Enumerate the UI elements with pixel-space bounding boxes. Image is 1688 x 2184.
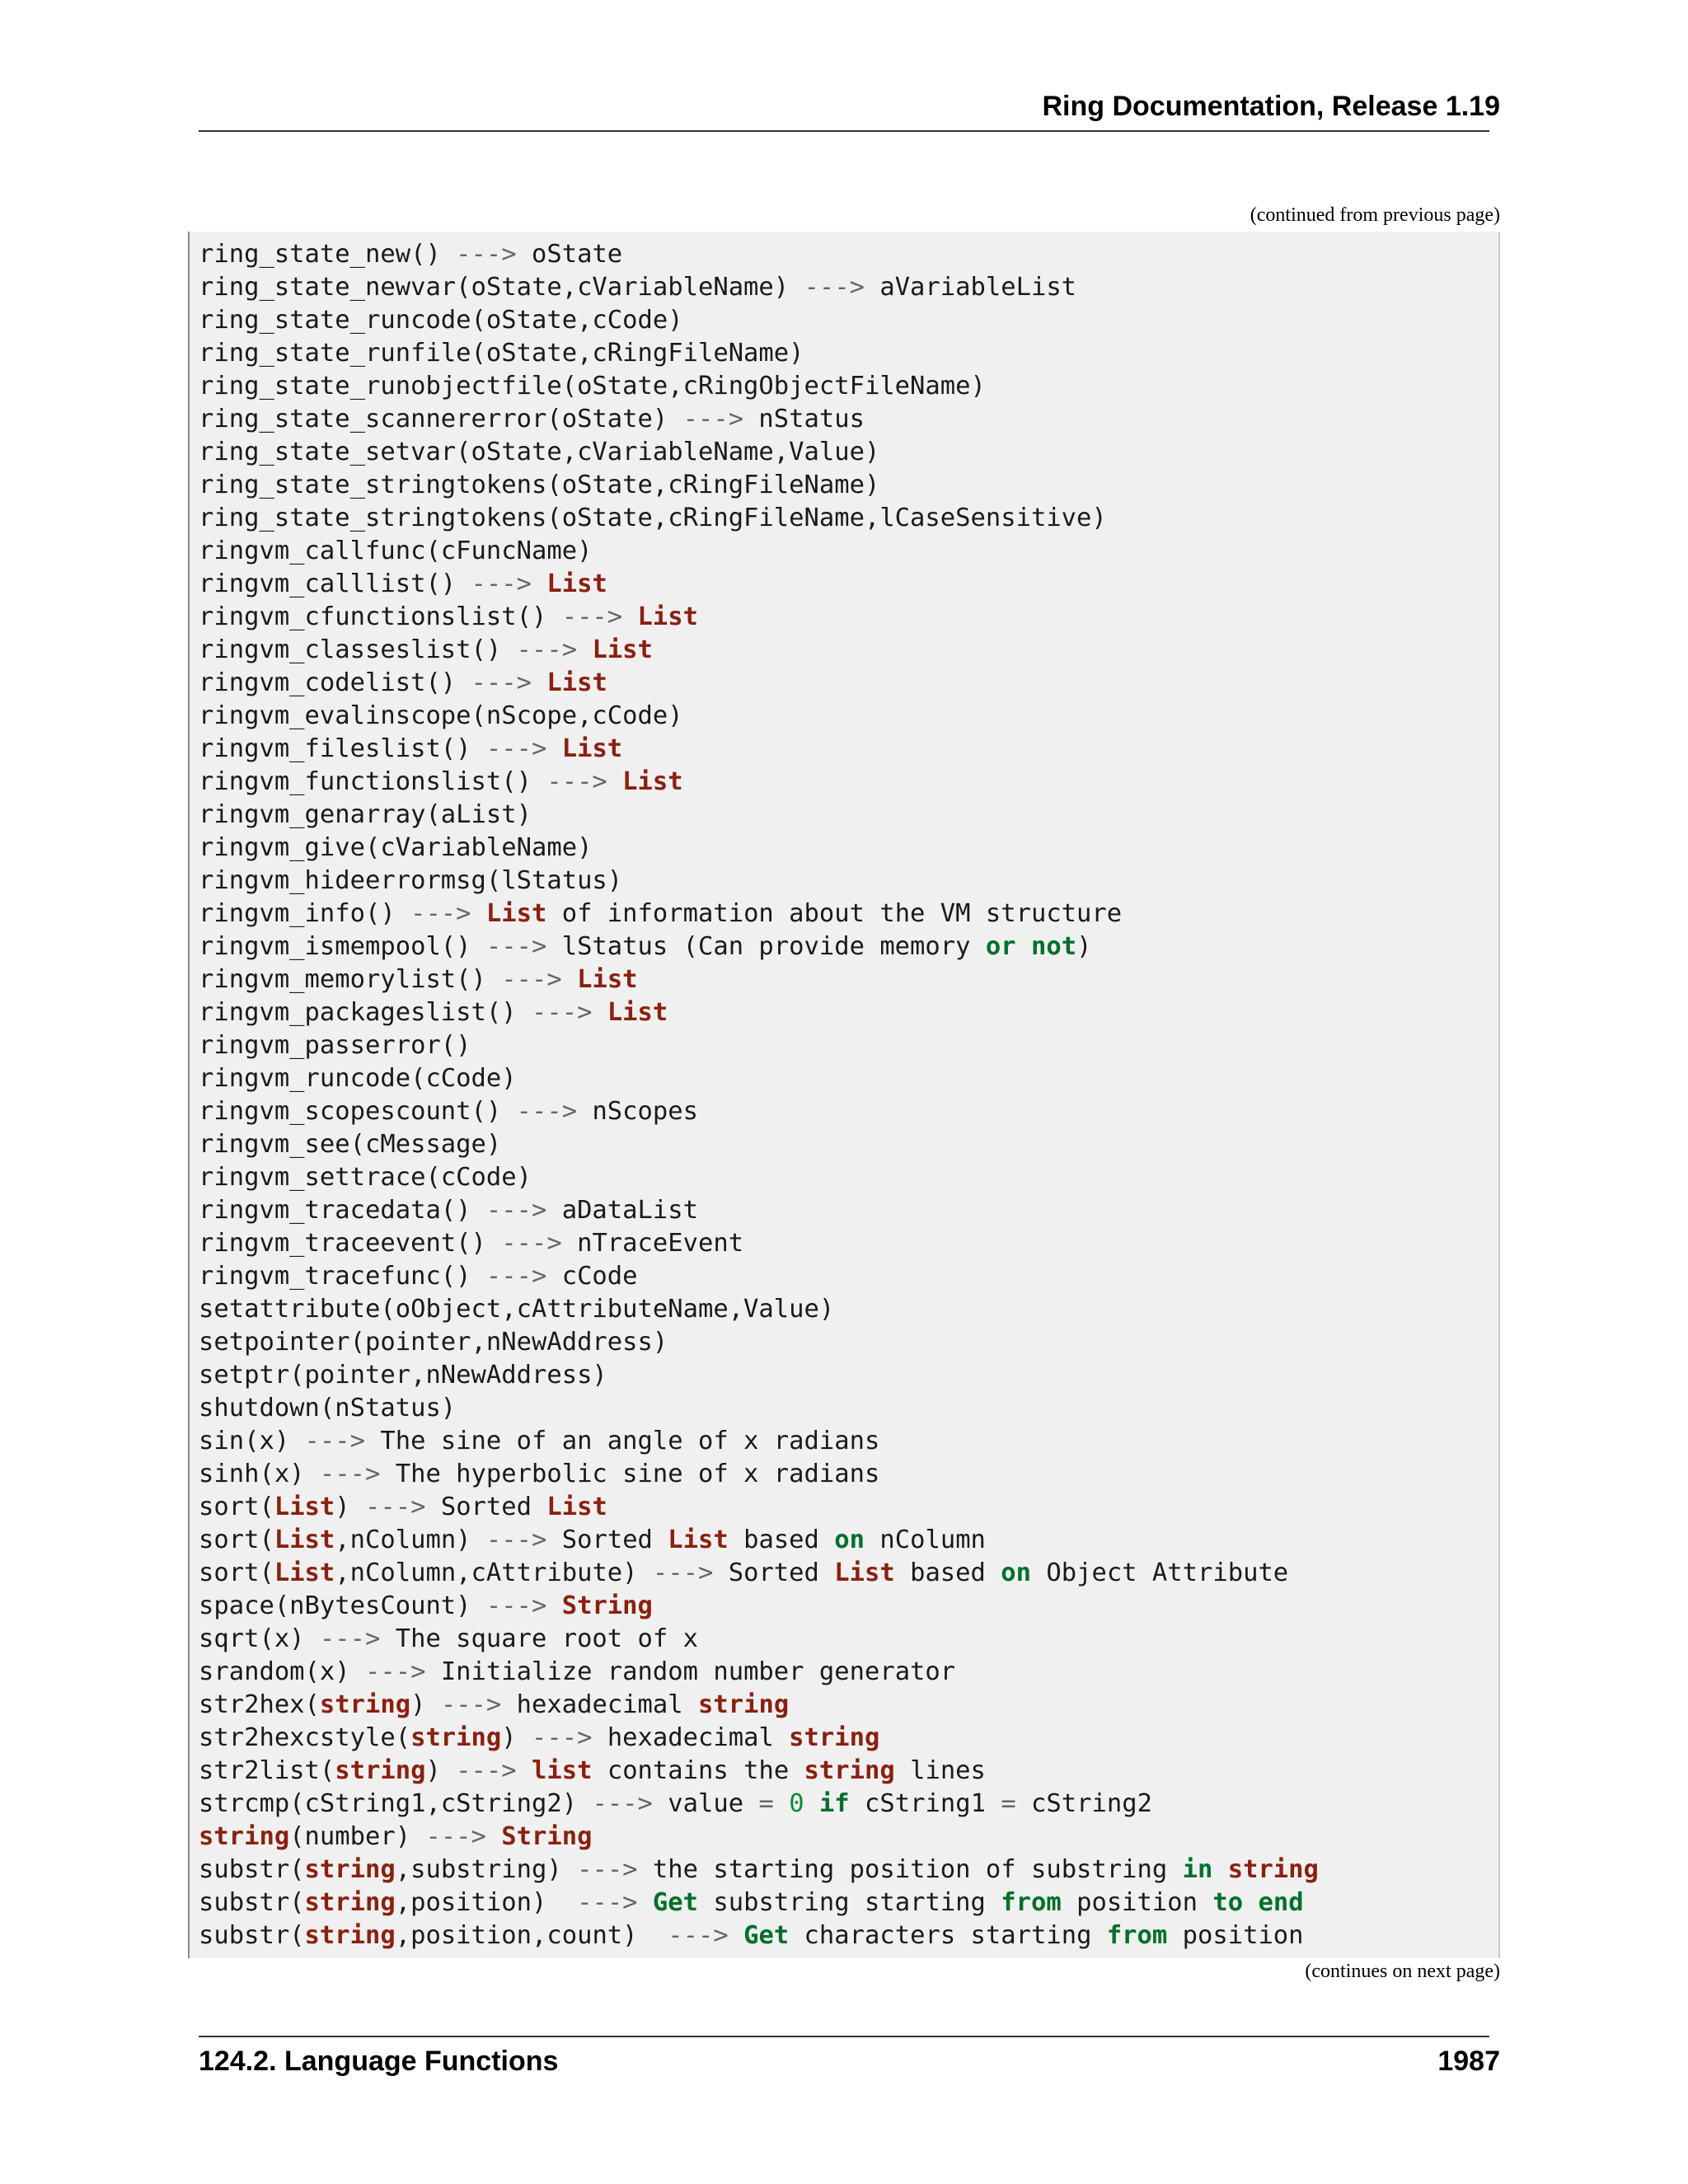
code-line: [199, 1359, 1319, 1392]
code-text: ringvm_classeslist(): [199, 635, 517, 664]
code-text: ringvm_packageslist(): [199, 998, 532, 1027]
code-operator: --->: [319, 1624, 381, 1653]
code-text: ring_state_newvar(oState,cVariableName): [199, 273, 804, 302]
code-text: ringvm_scopescount(): [199, 1097, 517, 1126]
code-keyword: List: [546, 1493, 607, 1521]
code-text: The hyperbolic sine of x radians: [380, 1460, 880, 1488]
code-text: based: [728, 1526, 835, 1554]
code-text: [638, 1888, 653, 1917]
code-keyword: string: [1227, 1855, 1319, 1884]
code-keyword: List: [561, 734, 623, 763]
code-line: [199, 1689, 1319, 1722]
code-text: ringvm_fileslist(): [199, 734, 486, 763]
code-text: cCode: [546, 1262, 638, 1291]
code-operator: --->: [516, 635, 578, 664]
code-keyword-secondary: from: [1001, 1888, 1062, 1917]
code-text: characters starting: [789, 1921, 1107, 1950]
code-text: ringvm_callfunc(cFuncName): [199, 537, 593, 565]
code-operator: --->: [471, 668, 532, 697]
code-keyword: List: [592, 635, 653, 664]
code-operator: --->: [804, 273, 865, 302]
code-text: substr(: [199, 1888, 305, 1917]
code-text: ringvm_codelist(): [199, 668, 471, 697]
code-operator: =: [758, 1789, 774, 1818]
code-text: srandom(x): [199, 1657, 365, 1686]
code-text: strcmp(cString1,cString2): [199, 1789, 593, 1818]
code-text: ,position): [395, 1888, 578, 1917]
code-line: [199, 1425, 1319, 1458]
code-keyword-secondary: in: [1182, 1855, 1213, 1884]
code-text: setptr(pointer,nNewAddress): [199, 1361, 607, 1390]
code-text: position: [1167, 1921, 1304, 1950]
code-text: [1016, 932, 1031, 961]
code-text: ring_state_stringtokens(oState,cRingFileName,lCaseSensitive): [199, 504, 1107, 532]
code-text: ringvm_evalinscope(nScope,cCode): [199, 701, 683, 730]
code-line: [199, 1722, 1319, 1755]
code-line: [199, 865, 1319, 898]
code-line: [199, 568, 1319, 601]
code-operator: --->: [365, 1493, 426, 1521]
code-operator: --->: [668, 1921, 729, 1950]
code-operator: --->: [471, 569, 532, 598]
code-text: str2list(: [199, 1756, 335, 1785]
code-text: contains the: [592, 1756, 804, 1785]
code-keyword: List: [607, 998, 668, 1027]
code-text: sqrt(x): [199, 1624, 320, 1653]
code-text: substring starting: [698, 1888, 1001, 1917]
code-text: ring_state_runfile(oState,cRingFileName): [199, 339, 804, 368]
code-text: ring_state_setvar(oState,cVariableName,Value): [199, 438, 880, 466]
code-text: ring_state_stringtokens(oState,cRingFileName): [199, 471, 880, 499]
code-operator: --->: [652, 1558, 714, 1587]
code-text: Sorted: [546, 1526, 668, 1554]
code-operator: --->: [561, 602, 623, 631]
header-title: Ring Documentation, Release 1.19: [1042, 91, 1500, 122]
code-line: [199, 1821, 1319, 1854]
code-keyword: List: [546, 668, 607, 697]
code-text: position: [1061, 1888, 1213, 1917]
code-line: [199, 1392, 1319, 1425]
code-text: sinh(x): [199, 1460, 320, 1488]
code-operator: --->: [516, 1097, 578, 1126]
code-operator: --->: [532, 1723, 593, 1752]
code-text: [532, 668, 546, 697]
code-line: [199, 1524, 1319, 1557]
code-text: The sine of an angle of x radians: [365, 1427, 880, 1455]
code-keyword: string: [304, 1855, 396, 1884]
code-operator: --->: [577, 1855, 638, 1884]
code-text: ring_state_scannererror(oState): [199, 405, 683, 434]
code-text: ring_state_runobjectfile(oState,cRingObjectFileName): [199, 372, 986, 401]
code-text: ringvm_functionslist(): [199, 767, 547, 796]
code-operator: --->: [682, 405, 744, 434]
code-text: based: [894, 1558, 1001, 1587]
code-operator: --->: [485, 1196, 547, 1225]
code-keyword: String: [561, 1591, 653, 1620]
code-line: [199, 271, 1319, 304]
code-text: the starting position of substring: [637, 1855, 1183, 1884]
code-text: Sorted: [425, 1493, 547, 1521]
code-text: sort(: [199, 1493, 274, 1521]
code-text: ): [335, 1493, 366, 1521]
code-text: lStatus (Can provide memory: [546, 932, 986, 961]
code-keyword-secondary: from: [1106, 1921, 1168, 1950]
code-operator: --->: [485, 734, 547, 763]
code-keyword: list: [532, 1756, 593, 1785]
footer-section-title: 124.2. Language Functions: [199, 2046, 559, 2077]
code-text: [1243, 1888, 1258, 1917]
code-keyword: List: [485, 899, 547, 928]
code-text: ringvm_passerror(): [199, 1031, 471, 1060]
code-keyword-secondary: if: [818, 1789, 850, 1818]
code-keyword: string: [199, 1822, 290, 1851]
code-line: [199, 1491, 1319, 1524]
code-keyword: string: [410, 1723, 502, 1752]
code-line: [199, 1326, 1319, 1359]
code-text: [804, 1789, 819, 1818]
footer-page-number: 1987: [1437, 2046, 1500, 2077]
code-keyword-secondary: or: [985, 932, 1016, 961]
code-line: [199, 337, 1319, 370]
code-operator: =: [1001, 1789, 1016, 1818]
code-text: [562, 965, 577, 994]
code-line: [199, 832, 1319, 865]
code-text: cString1: [849, 1789, 1001, 1818]
code-text: aVariableList: [864, 273, 1077, 302]
code-keyword: List: [622, 767, 683, 796]
code-line: [199, 996, 1319, 1029]
code-keyword: String: [501, 1822, 593, 1851]
code-line: [199, 238, 1319, 271]
code-text: Object Attribute: [1031, 1558, 1289, 1587]
code-text: hexadecimal: [592, 1723, 790, 1752]
code-keyword-secondary: on: [834, 1526, 865, 1554]
code-line: [199, 634, 1319, 667]
code-line: [199, 733, 1319, 766]
code-text: [592, 998, 607, 1027]
code-operator: --->: [304, 1427, 365, 1455]
code-operator: --->: [456, 240, 517, 269]
code-text: hexadecimal: [501, 1690, 698, 1719]
code-line: [199, 1656, 1319, 1689]
code-lines: [199, 238, 1319, 1952]
code-text: ,position,count): [395, 1921, 668, 1950]
code-line: [199, 1854, 1319, 1886]
code-operator: --->: [531, 998, 593, 1027]
code-text: ringvm_tracefunc(): [199, 1262, 486, 1291]
code-text: setattribute(oObject,cAttributeName,Value): [199, 1295, 835, 1324]
code-text: ringvm_cfunctionslist(): [199, 602, 562, 631]
code-operator: --->: [319, 1460, 381, 1488]
code-line: [199, 766, 1319, 799]
code-operator: --->: [365, 1657, 426, 1686]
code-line: [199, 667, 1319, 700]
code-keyword: List: [668, 1526, 729, 1554]
code-keyword: string: [304, 1888, 396, 1917]
code-line: [199, 1293, 1319, 1326]
code-line: [199, 535, 1319, 568]
code-keyword: List: [274, 1558, 335, 1587]
code-text: sort(: [199, 1526, 274, 1554]
code-line: [199, 1458, 1319, 1491]
code-operator: --->: [410, 899, 471, 928]
code-operator: --->: [485, 1526, 547, 1554]
code-text: ringvm_info(): [199, 899, 411, 928]
code-keyword: List: [546, 569, 607, 598]
header-divider: [199, 130, 1489, 132]
code-keyword: List: [637, 602, 698, 631]
code-line: [199, 1590, 1319, 1623]
code-line: [199, 1194, 1319, 1227]
code-line: [199, 304, 1319, 337]
code-text: [471, 899, 486, 928]
code-text: ,nColumn): [335, 1526, 486, 1554]
code-line: [199, 1128, 1319, 1161]
code-line: [199, 700, 1319, 733]
code-keyword: List: [577, 965, 638, 994]
code-text: ringvm_give(cVariableName): [199, 833, 593, 862]
code-text: [546, 734, 561, 763]
code-operator: --->: [425, 1822, 486, 1851]
code-text: nStatus: [743, 405, 865, 434]
code-line: [199, 1557, 1319, 1590]
code-keyword: string: [319, 1690, 411, 1719]
code-text: [774, 1789, 789, 1818]
code-text: cString2: [1015, 1789, 1152, 1818]
code-keyword: string: [804, 1756, 895, 1785]
code-text: ringvm_runcode(cCode): [199, 1064, 517, 1093]
code-text: oState: [516, 240, 623, 269]
code-text: The square root of x: [380, 1624, 698, 1653]
code-text: sort(: [199, 1558, 274, 1587]
code-operator: --->: [440, 1690, 502, 1719]
code-operator: --->: [485, 932, 547, 961]
code-operator: --->: [577, 1888, 638, 1917]
code-line: [199, 601, 1319, 634]
code-number: 0: [789, 1789, 804, 1818]
code-text: [546, 1591, 561, 1620]
code-operator: --->: [456, 1756, 517, 1785]
code-text: ringvm_tracedata(): [199, 1196, 486, 1225]
code-line: [199, 1227, 1319, 1260]
code-text: ringvm_traceevent(): [199, 1229, 502, 1258]
code-operator: --->: [592, 1789, 653, 1818]
code-text: str2hex(: [199, 1690, 320, 1719]
footer-divider: [199, 2036, 1489, 2037]
code-text: str2hexcstyle(: [199, 1723, 411, 1752]
code-keyword: string: [789, 1723, 880, 1752]
code-keyword-secondary: Get: [743, 1921, 790, 1950]
code-text: ): [410, 1690, 441, 1719]
code-text: [486, 1822, 501, 1851]
code-keyword: string: [335, 1756, 426, 1785]
code-text: ringvm_memorylist(): [199, 965, 502, 994]
code-text: ringvm_hideerrormsg(lStatus): [199, 866, 623, 895]
code-text: ringvm_calllist(): [199, 569, 471, 598]
code-text: [622, 602, 637, 631]
code-keyword-secondary: Get: [652, 1888, 699, 1917]
code-keyword-secondary: not: [1030, 932, 1077, 961]
code-line: [199, 1755, 1319, 1788]
code-operator: --->: [501, 1229, 562, 1258]
code-text: [607, 767, 622, 796]
code-line: [199, 502, 1319, 535]
code-text: setpointer(pointer,nNewAddress): [199, 1328, 668, 1357]
code-text: [517, 1756, 532, 1785]
code-text: [577, 635, 592, 664]
code-operator: --->: [546, 767, 607, 796]
code-line: [199, 1062, 1319, 1095]
code-operator: --->: [485, 1262, 547, 1291]
code-line: [199, 963, 1319, 996]
code-text: of information about the VM structure: [546, 899, 1123, 928]
code-text: nTraceEvent: [561, 1229, 744, 1258]
code-text: substr(: [199, 1921, 305, 1950]
code-line: [199, 799, 1319, 832]
code-operator: --->: [485, 1591, 547, 1620]
code-text: shutdown(nStatus): [199, 1394, 457, 1422]
code-keyword: List: [274, 1526, 335, 1554]
code-text: ,nColumn,cAttribute): [335, 1558, 653, 1587]
code-line: [199, 403, 1319, 436]
code-keyword: string: [304, 1921, 396, 1950]
code-text: ): [1076, 932, 1092, 961]
code-text: ): [501, 1723, 532, 1752]
code-text: nScopes: [577, 1097, 698, 1126]
code-text: lines: [894, 1756, 986, 1785]
code-text: ring_state_new(): [199, 240, 457, 269]
code-text: [729, 1921, 743, 1950]
code-keyword-secondary: end: [1258, 1888, 1304, 1917]
code-keyword: string: [698, 1690, 790, 1719]
code-operator: --->: [501, 965, 562, 994]
code-line: [199, 469, 1319, 502]
code-text: ringvm_settrace(cCode): [199, 1163, 532, 1192]
code-line: [199, 1623, 1319, 1656]
code-keyword: List: [834, 1558, 895, 1587]
code-line: [199, 1095, 1319, 1128]
code-line: [199, 1886, 1319, 1919]
code-line: [199, 898, 1319, 930]
code-text: ,substring): [395, 1855, 578, 1884]
code-text: aDataList: [546, 1196, 698, 1225]
code-line: [199, 370, 1319, 403]
code-line: [199, 1161, 1319, 1194]
code-line: [199, 1919, 1319, 1952]
code-text: ): [425, 1756, 457, 1785]
code-keyword: List: [274, 1493, 335, 1521]
code-text: value: [652, 1789, 759, 1818]
code-line: [199, 436, 1319, 469]
code-text: (number): [289, 1822, 426, 1851]
code-text: ringvm_genarray(aList): [199, 800, 532, 829]
code-text: ringvm_ismempool(): [199, 932, 486, 961]
code-keyword-secondary: on: [1001, 1558, 1031, 1587]
code-text: Sorted: [713, 1558, 835, 1587]
code-text: substr(: [199, 1855, 305, 1884]
code-text: sin(x): [199, 1427, 305, 1455]
code-keyword-secondary: to: [1212, 1888, 1244, 1917]
code-text: [532, 569, 546, 598]
code-text: Initialize random number generator: [425, 1657, 956, 1686]
code-text: [1212, 1855, 1227, 1884]
continued-from-previous-note: (continued from previous page): [1250, 204, 1500, 226]
code-text: ring_state_runcode(oState,cCode): [199, 306, 683, 335]
code-line: [199, 1260, 1319, 1293]
code-line: [199, 930, 1319, 963]
continues-on-next-note: (continues on next page): [1305, 1961, 1500, 1982]
code-line: [199, 1788, 1319, 1821]
code-text: space(nBytesCount): [199, 1591, 486, 1620]
code-text: ringvm_see(cMessage): [199, 1130, 502, 1159]
code-text: nColumn: [865, 1526, 986, 1554]
code-line: [199, 1029, 1319, 1062]
